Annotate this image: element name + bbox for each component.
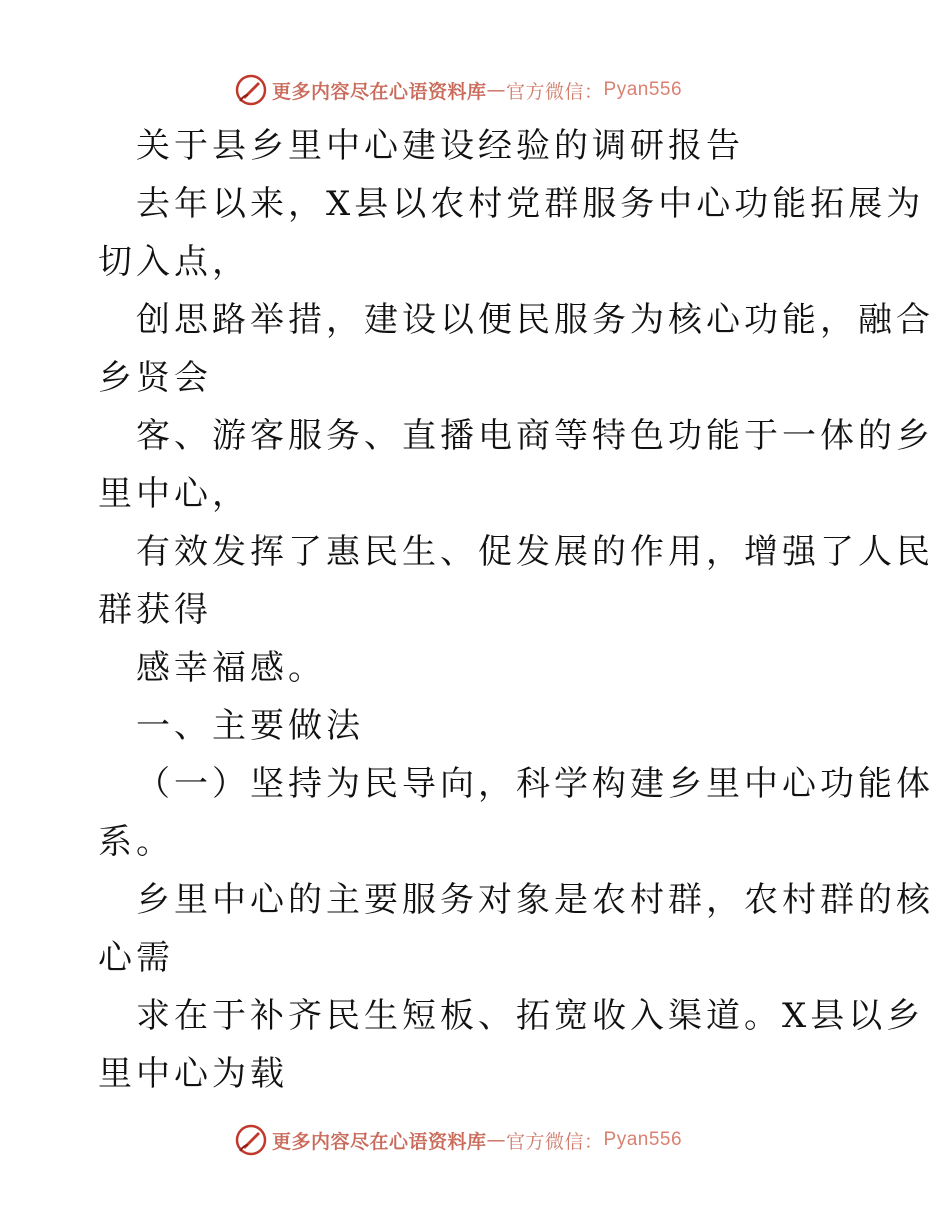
text-line: 系。 — [98, 822, 174, 862]
watermark-main-text: 更多内容尽在心语资料库 — [272, 1130, 487, 1153]
watermark-main-text: 更多内容尽在心语资料库 — [272, 80, 487, 103]
text-line: 乡贤会 — [98, 358, 212, 398]
document-body — [98, 117, 934, 1103]
text-line: 去年以来，X县以农村党群服务中心功能拓展为 — [136, 184, 925, 224]
text-line: 求在于补齐民生短板、拓宽收入渠道。X县以乡 — [136, 996, 925, 1036]
quill-circle-icon — [234, 1123, 268, 1157]
subsection-heading: （一）坚持为民导向，科学构建乡里中心功能体 — [136, 764, 934, 804]
watermark-official-label: 官方微信： — [506, 80, 604, 103]
watermark-dash: — — [486, 1129, 507, 1151]
watermark-banner-bottom — [234, 1123, 682, 1157]
text-line: 群获得 — [98, 590, 212, 630]
document-title: 关于县乡里中心建设经验的调研报告 — [136, 126, 744, 166]
text-line: 里中心， — [98, 474, 250, 514]
watermark-banner-top — [234, 73, 682, 107]
text-line: 切入点， — [98, 242, 250, 282]
text-line: 有效发挥了惠民生、促发展的作用，增强了人民 — [136, 532, 934, 572]
section-heading: 一、主要做法 — [136, 706, 364, 746]
quill-circle-icon — [234, 73, 268, 107]
watermark-wechat-id: Pyan556 — [603, 1129, 683, 1150]
text-line: 感幸福感。 — [136, 648, 326, 688]
text-line: 客、游客服务、直播电商等特色功能于一体的乡 — [136, 416, 934, 456]
text-line: 心需 — [98, 938, 174, 978]
watermark-official-label: 官方微信： — [506, 1130, 604, 1153]
watermark-wechat-id: Pyan556 — [603, 79, 683, 100]
text-line: 创思路举措，建设以便民服务为核心功能，融合 — [136, 300, 934, 340]
text-line: 里中心为载 — [98, 1054, 288, 1094]
text-line: 乡里中心的主要服务对象是农村群，农村群的核 — [136, 880, 934, 920]
watermark-dash: — — [486, 79, 507, 101]
